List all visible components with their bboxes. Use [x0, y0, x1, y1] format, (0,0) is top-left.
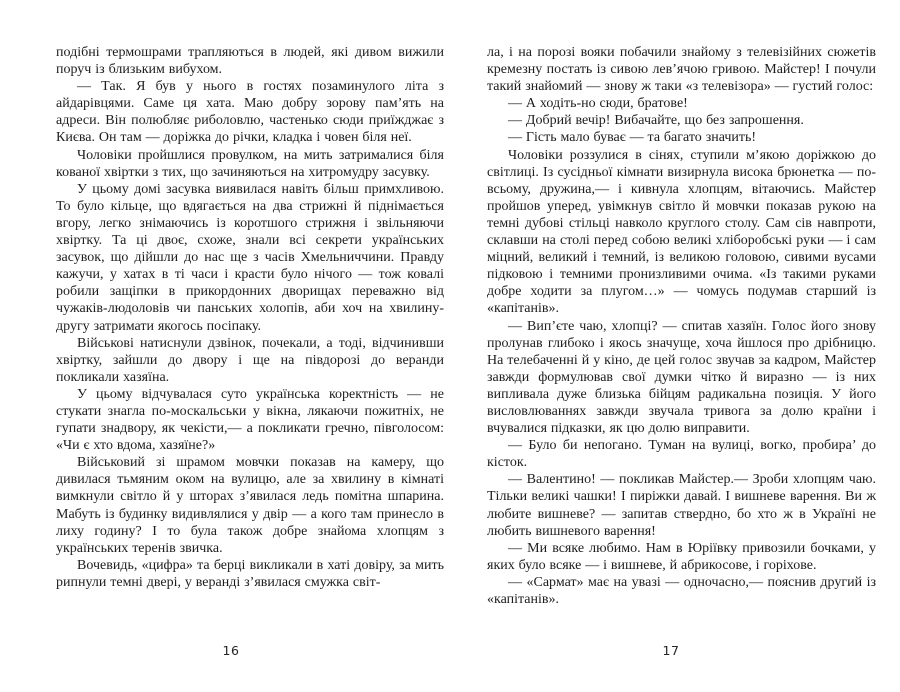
- paragraph: — Валентино! — покликав Майстер.— Зроби хлопцям чаю. Тільки великі чашки! І пиріжки давай. І вишневе варення. Ви ж любите вишневе? — запитав ствердно, бо хто ж в Україні не любить вишневого варення!: [487, 472, 876, 539]
- paragraph: Військові натиснули дзвінок, почекали, а тоді, відчинивши хвіртку, зайшли до двору і ще на півдорозі до веранди покликали хазяїна.: [56, 335, 444, 385]
- page-number-left: 16: [222, 643, 240, 658]
- paragraph: Чоловіки пройшлися провулком, на мить затрималися біля кованої хвіртки з тих, що зачиняються на хитромудру засувку.: [56, 147, 444, 180]
- page-number-right: 17: [662, 643, 680, 658]
- paragraph: Військовий зі шрамом мовчки показав на камеру, що дивилася тьмяним оком на вулицю, але за хвилину в кімнаті вимкнули світло й у шторах з’явилася ледь помітна шпарина. Мабуть із будинку видивлялися у двір — а кого там принесло в лиху годину? І то була також добре знайома хлопцям з українських теренів звичка.: [56, 455, 444, 556]
- left-page: [56, 44, 444, 591]
- paragraph: — Вип’єте чаю, хлопці? — спитав хазяїн. Голос його знову пролунав глибоко і якось значуще, хоча йшлося про дрібницю. На телебаченні й у кіно, де цей голос звучав за кадром, Майстер завжди формулював свої думки чітко й виразно — із них випливала дуже близька бійцям радикальна позиція. У його висловлюваннях завжди звучала тривога за долю країни і вчувалися підказки, як цю долю виправити.: [487, 318, 876, 437]
- paragraph: Чоловіки роззулися в сінях, ступили м’якою доріжкою до світлиці. Із сусідньої кімнати визирнула висока брюнетка — по-всьому, дружина,— і кивнула хлопцям, вітаючись. Майстер пройшов уперед, увімкнув світло й мовчки показав рукою на темні дубові стільці навколо круглого столу. Сам сів навпроти, склавши на столі перед собою великі хліборобські руки — і сам міцний, великий і темний, із великою головою, сивими вусами підковою і темними пронизливими очима. «Із такими руками добре ходити за плугом…» — чомусь подумав старший із «капітанів».: [487, 147, 876, 317]
- paragraph: — Було би непогано. Туман на вулиці, вогко, пробира’ до кісток.: [487, 438, 876, 471]
- paragraph: — «Сармат» має на увазі — одночасно,— пояснив другий із «капітанів».: [487, 574, 876, 607]
- paragraph: ла, і на порозі вояки побачили знайому з телевізійних сюжетів кремезну постать із сивою лев’ячою гривою. Майстер! І почули такий знайомий — знову ж таки «з телевізора» — густий голос:: [487, 45, 876, 95]
- paragraph: — А ходіть-но сюди, братове!: [508, 96, 688, 112]
- paragraph: — Гість мало буває — та багато значить!: [508, 130, 757, 146]
- paragraph: Вочевидь, «цифра» та берці викликали в хаті довіру, за мить рипнули темні двері, у веранді з’явилася смужка світ-: [56, 557, 444, 590]
- paragraph: — Так. Я був у нього в гостях позаминулого літа з айдарівцями. Саме ця хата. Маю добру зорову пам’ять на адреси. Він полюбляє риболовлю, частенько сюди приїжджає з Києва. Он там — доріжка до річки, кладка і човен біля неї.: [56, 79, 444, 146]
- right-page: [487, 44, 876, 608]
- paragraph: подібні термошрами трапляються в людей, які дивом вижили поруч із близьким вибухом.: [56, 45, 444, 78]
- paragraph: У цьому відчувалася суто українська коректність — не стукати знагла по-москальськи у вікна, лякаючи пожитніх, не гупати знадвору, як чекісти,— а покликати гречно, півголосом: «Чи є хто вдома, хазяїне?»: [56, 386, 444, 454]
- paragraph: У цьому домі засувка виявилася навіть більш примхливою. То було кільце, що вдягається на два стрижні й піднімається вгору, легко знімаючись із коротшого стрижня і звільняючи хвіртку. Та ці двоє, схоже, знали всі секрети українських засувок, що дійшли до нас ще з часів Хмельниччини. Правду кажучи, у хатах в ті часи і красти було нічого — тож ковалі робили защіпки в прикордонних дворищах переважно від чужаків-людоловів чи панських холопів, аби хоч на хвилину-другу затримати якогось посіпаку.: [56, 181, 444, 334]
- paragraph: — Добрий вечір! Вибачайте, що без запрошення.: [508, 113, 804, 129]
- paragraph: — Ми всяке любимо. Нам в Юріївку привозили бочками, у яких було всяке — і вишневе, й абрикосове, і горіхове.: [487, 540, 876, 573]
